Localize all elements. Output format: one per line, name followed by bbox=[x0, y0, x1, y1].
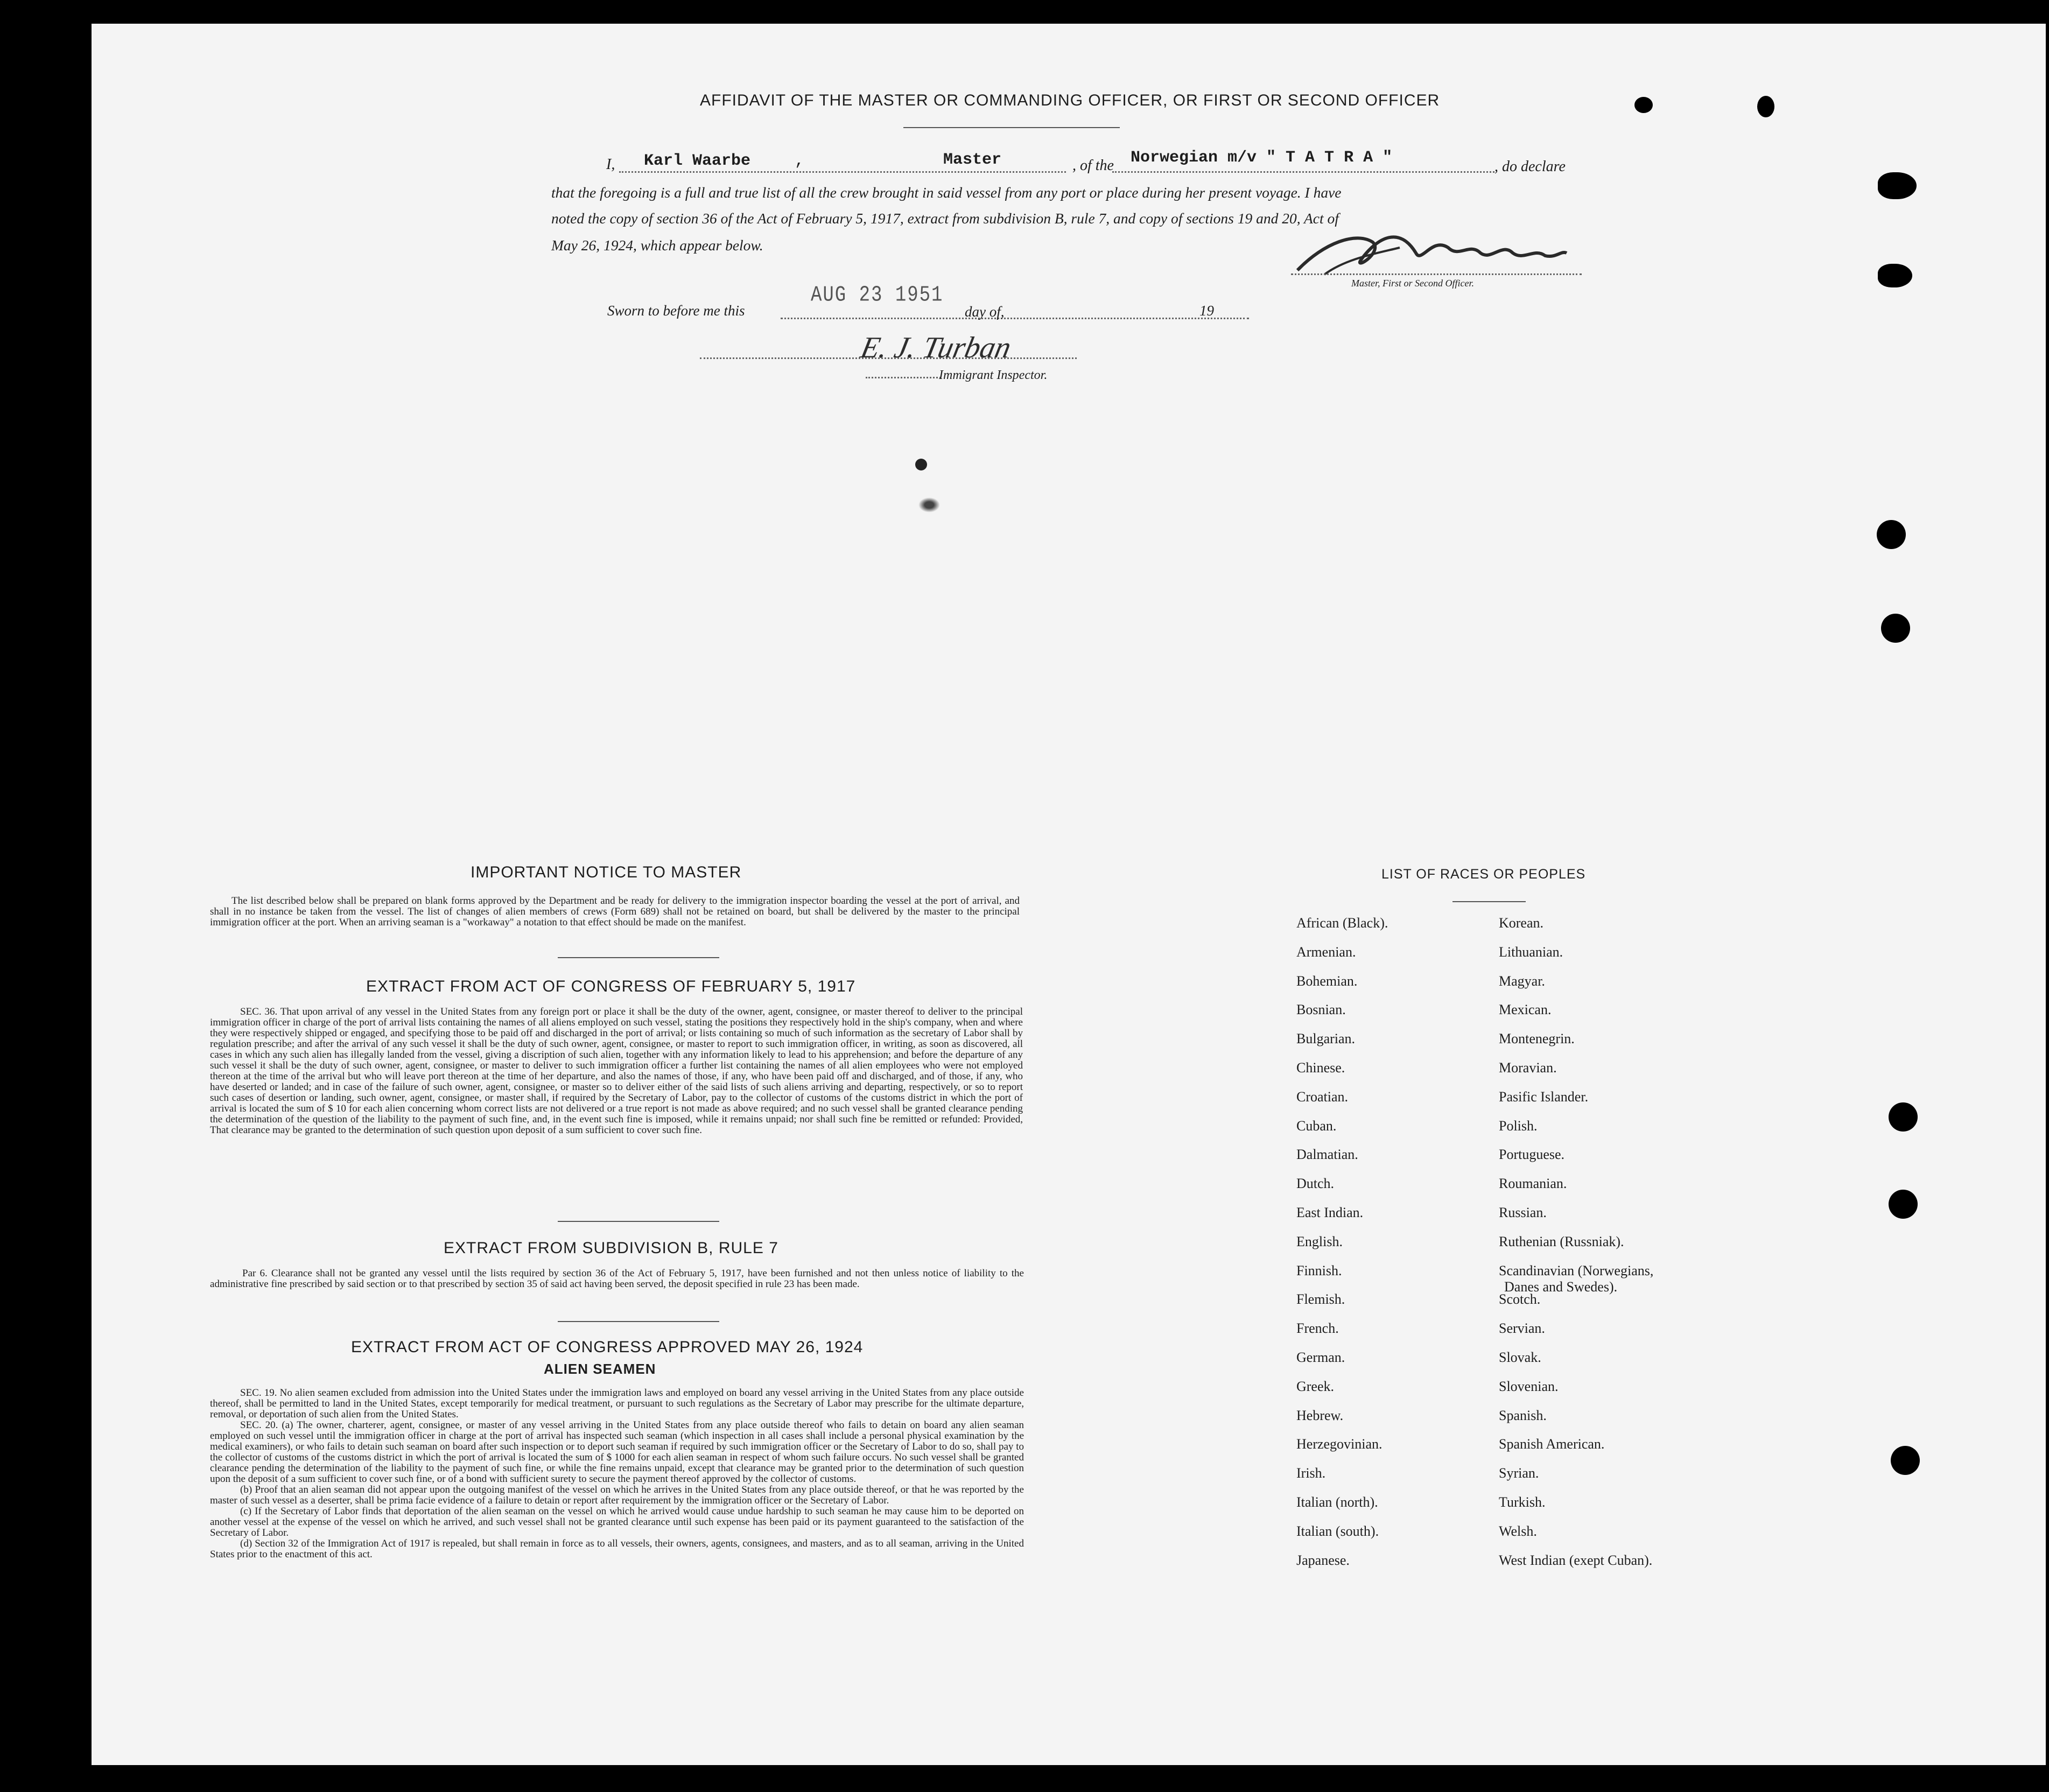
race-item: Hebrew. bbox=[1296, 1408, 1344, 1423]
divider bbox=[903, 127, 1120, 128]
affidavit-line-4: May 26, 1924, which appear below. bbox=[551, 237, 763, 254]
races-title: LIST OF RACES OR PEOPLES bbox=[1381, 867, 1586, 882]
race-item: Armenian. bbox=[1296, 944, 1356, 960]
race-item: German. bbox=[1296, 1350, 1345, 1365]
sec-20d: (d) Section 32 of the Immigration Act of 1917 is repealed, but shall remain in force as to all vessels, their owners, agents, consignees, and masters, and as to all seaman, arriving in the United States prior to the enactment of this act. bbox=[210, 1538, 1024, 1560]
punch-hole bbox=[1877, 520, 1906, 549]
race-item: Japanese. bbox=[1296, 1552, 1350, 1568]
race-item: Greek. bbox=[1296, 1379, 1335, 1394]
race-item: Slovak. bbox=[1499, 1350, 1541, 1365]
race-item: Dutch. bbox=[1296, 1176, 1335, 1191]
extract-1917-body: SEC. 36. That upon arrival of any vessel in the United States from any foreign port or place it shall be the duty of the owner, agent, consignee, or master thereof to deliver to the principal immigration officer in charge of the port of arrival lists containing the names of all aliens employed on such vessel, stating the positions they respectively hold in the ship's company, when and where they were respectively shipped or engaged, and specifying those to be paid off and discharged in the port of arrival; or lists containing so much of such information as the secretary of Labor shall by regulation prescribe; and after the arrival of any such vessel it shall be the duty of such owner, agent, consignee, or master to report to such immigration officer, in writing, as soon as discovered, all cases in which any such alien has illegally landed from the vessel, giving a discription of such alien, together with any information likely to lead to his apprehension; and before the departure of any such vessel it shall be the duty of such owner, agent, consignee, or master to deliver to such immigration officer a further list containing the names of all alien employees who were not employed thereon at the time of the arrival but who will leave port thereon at the time of her departure, and also the names of those, if any, who have been paid off and discharged, and of those, if any, who have deserted or landed; and in case of the failure of such owner, agent, consignee, or master so to deliver either of the said lists of such aliens arriving and departing, respectively, or so to report such cases of desertion or landing, such owner, agent, consignee, or master shall, if required by the Secretary of Labor, pay to the collector of customs of the customs district in which the port of arrival is located the sum of $ 10 for each alien concerning whom correct lists are not delivered or a true report is not made as above required; and no such vessel shall be granted clearance pending the determination of the question of the liability to the payment of such fine, and, in the event such fine is imposed, while it remains unpaid; nor shall such fine be remitted or refunded: Provided, That clearance may be granted to the determination of such question upon deposit of a sum sufficient to cover such fine. bbox=[210, 1006, 1023, 1136]
race-item: Irish. bbox=[1296, 1465, 1326, 1481]
inspector-caption-line bbox=[866, 377, 941, 378]
extract-rule7-title: EXTRACT FROM SUBDIVISION B, RULE 7 bbox=[444, 1239, 778, 1257]
race-item: English. bbox=[1296, 1234, 1343, 1249]
extract-1924-body bbox=[210, 1388, 1024, 1560]
race-item: Montenegrin. bbox=[1499, 1031, 1575, 1046]
race-item: French. bbox=[1296, 1320, 1339, 1336]
race-item: Finnish. bbox=[1296, 1263, 1342, 1278]
vessel-line bbox=[1112, 171, 1494, 173]
punch-hole bbox=[1634, 97, 1653, 113]
race-item: Herzegovinian. bbox=[1296, 1436, 1383, 1452]
vessel-name: Norwegian m/v " T A T R A " bbox=[1131, 149, 1393, 167]
notice-title: IMPORTANT NOTICE TO MASTER bbox=[471, 863, 742, 881]
punch-hole bbox=[1878, 264, 1912, 287]
extract-rule7-body: Par 6. Clearance shall not be granted any vessel until the lists required by section 36 of the Act of February 5, 1917, have been furnished and not then unless notice of liability to the administrative fine prescribed by said section or to that prescribed by section 35 of said act having been served, the deposit specified in rule 23 has been made. bbox=[210, 1268, 1024, 1290]
race-item: Italian (south). bbox=[1296, 1523, 1379, 1539]
ink-mark bbox=[918, 497, 940, 512]
race-item: Moravian. bbox=[1499, 1060, 1557, 1076]
race-item: Ruthenian (Russniak). bbox=[1499, 1234, 1624, 1249]
punch-hole bbox=[1878, 172, 1917, 199]
sec-20c: (c) If the Secretary of Labor finds that deportation of the alien seaman on the vessel on which he arrived would cause undue hardship to such seaman he may cause him to be deported on another vessel at the expense of the vessel on which he arrived, and such vessel shall not be granted clearance until such expense has been paid or its payment guaranteed to the satisfaction of the Secretary of Labor. bbox=[210, 1506, 1024, 1538]
race-item: West Indian (exept Cuban). bbox=[1499, 1552, 1653, 1568]
affidavit-i-label: I, bbox=[606, 156, 615, 173]
extract-1917-title: EXTRACT FROM ACT OF CONGRESS OF FEBRUARY 5, 1917 bbox=[366, 978, 856, 995]
sworn-label: Sworn to before me this bbox=[607, 303, 745, 319]
race-item: Bohemian. bbox=[1296, 973, 1358, 989]
master-signature bbox=[1292, 221, 1572, 280]
sec-20a: SEC. 20. (a) The owner, charterer, agent, consignee, or master of any vessel arriving in the United States from any place outside thereof who fails to detain on board any alien seaman employed on such vessel until the immigration officer in charge at the port of arrival has inspected such seaman (which inspection in all cases shall include a personal physical examination by the medical examiners), or who fails to detain such seaman on board after such inspection or to deport such seaman if required by such immigration officer or the Secretary of Labor to do so, shall pay to the collector of customs of the customs district in which the port of arrival is located the sum of $ 1000 for each alien seaman in respect of whom such failure occurs. No such vessel shall be granted clearance pending the determination of the liability to the payment of such fine, or while the fine remains unpaid, except that clearance may be granted prior to the determination of such question upon the deposit of a sum sufficient to cover such fine, or of a bond with sufficient surety to secure the payment thereof approved by the collector of customs. bbox=[210, 1419, 1024, 1485]
master-position: Master bbox=[943, 151, 1002, 169]
race-item: Bosnian. bbox=[1296, 1002, 1346, 1017]
race-item: Turkish. bbox=[1499, 1494, 1546, 1510]
notice-body: The list described below shall be prepared on blank forms approved by the Department and be ready for delivery to the immigration inspector boarding the vessel at the port of arrival, and shall in no instance be taken from the vessel. The list of changes of alien members of crews (Form 689) shall not be retained on board, but shall be delivered by the master to the principal immigration officer at the port. When an arriving seaman is a "workaway" a notation to that effect should be made on the manifest. bbox=[210, 895, 1020, 928]
race-item: Croatian. bbox=[1296, 1089, 1349, 1105]
date-stamp: AUG 23 1951 bbox=[811, 283, 944, 308]
do-declare-label: , do declare bbox=[1494, 158, 1566, 175]
inspector-caption: Immigrant Inspector. bbox=[939, 368, 1048, 382]
affidavit-line-3: noted the copy of section 36 of the Act of February 5, 1917, extract from subdivision B, rule 7, and copy of sections 19 and 20, Act of bbox=[551, 210, 1339, 227]
race-item: Pasific Islander. bbox=[1499, 1089, 1589, 1105]
race-item: Syrian. bbox=[1499, 1465, 1539, 1481]
sworn-line bbox=[781, 318, 1249, 319]
race-item: African (Black). bbox=[1296, 915, 1388, 931]
race-item: Russian. bbox=[1499, 1205, 1547, 1220]
divider bbox=[558, 1321, 719, 1322]
signer-caption: Master, First or Second Officer. bbox=[1351, 278, 1474, 289]
race-item: Bulgarian. bbox=[1296, 1031, 1356, 1046]
punch-hole bbox=[1757, 96, 1774, 117]
race-item: Roumanian. bbox=[1499, 1176, 1567, 1191]
name-comma: , bbox=[795, 152, 805, 170]
punch-hole bbox=[1889, 1102, 1918, 1132]
race-item: Portuguese. bbox=[1499, 1147, 1565, 1162]
of-the-label: , of the bbox=[1072, 157, 1114, 174]
race-item: Scotch. bbox=[1499, 1291, 1541, 1307]
punch-hole bbox=[1881, 614, 1910, 643]
race-item: Spanish American. bbox=[1499, 1436, 1605, 1452]
master-name: Karl Waarbe bbox=[644, 152, 751, 170]
race-item: Scandinavian (Norwegians, bbox=[1499, 1263, 1654, 1278]
name-line bbox=[619, 171, 1066, 173]
divider bbox=[558, 1221, 719, 1222]
race-item: East Indian. bbox=[1296, 1205, 1364, 1220]
signature-line bbox=[1291, 273, 1582, 275]
extract-1924-subtitle: ALIEN SEAMEN bbox=[544, 1361, 656, 1377]
race-item: Spanish. bbox=[1499, 1408, 1547, 1423]
inspector-line bbox=[700, 357, 1077, 359]
race-item: Lithuanian. bbox=[1499, 944, 1563, 960]
divider bbox=[558, 957, 719, 958]
sec-20b: (b) Proof that an alien seaman did not appear upon the outgoing manifest of the vessel on which he arrives in the United States from any place outside thereof, or that he was reported by the master of such vessel as a deserter, shall be prima facie evidence of a failure to detain or report after requirement by the immigration officer or the Secretary of Labor. bbox=[210, 1484, 1024, 1506]
race-item: Servian. bbox=[1499, 1320, 1545, 1336]
race-item: Welsh. bbox=[1499, 1523, 1537, 1539]
extract-1924-title: EXTRACT FROM ACT OF CONGRESS APPROVED MAY 26, 1924 bbox=[351, 1338, 864, 1356]
day-of-label: day of, bbox=[965, 304, 1005, 320]
race-item: Slovenian. bbox=[1499, 1379, 1559, 1394]
punch-hole bbox=[1891, 1446, 1920, 1475]
affidavit-title: AFFIDAVIT OF THE MASTER OR COMMANDING OFFICER, OR FIRST OR SECOND OFFICER bbox=[700, 92, 1440, 109]
sec-19: SEC. 19. No alien seamen excluded from admission into the United States under the immigration laws and employed on board any vessel arriving in the United States from any place outside thereof, shall be permitted to land in the United States, except temporarily for medical treatment, or pursuant to such regulations as the Secretary of Labor may prescribe for the ultimate departure, removal, or deportation of such alien from the United States. bbox=[210, 1387, 1024, 1420]
inspector-signature: E. J. Turban bbox=[858, 331, 1014, 364]
race-item: Chinese. bbox=[1296, 1060, 1345, 1076]
race-item: Polish. bbox=[1499, 1118, 1538, 1134]
race-item-continuation: Danes and Swedes). bbox=[1504, 1279, 1618, 1295]
race-item: Italian (north). bbox=[1296, 1494, 1378, 1510]
race-item: Cuban. bbox=[1296, 1118, 1337, 1134]
race-item: Dalmatian. bbox=[1296, 1147, 1358, 1162]
affidavit-line-2: that the foregoing is a full and true list of all the crew brought in said vessel from any port or place during her present voyage. I have bbox=[551, 184, 1342, 201]
ink-mark bbox=[915, 459, 927, 470]
punch-hole bbox=[1889, 1190, 1918, 1219]
race-item: Magyar. bbox=[1499, 973, 1545, 989]
race-item: Korean. bbox=[1499, 915, 1544, 931]
divider bbox=[1452, 901, 1526, 902]
race-item: Mexican. bbox=[1499, 1002, 1552, 1017]
race-item: Flemish. bbox=[1296, 1291, 1345, 1307]
year-label: 19 bbox=[1199, 303, 1214, 319]
